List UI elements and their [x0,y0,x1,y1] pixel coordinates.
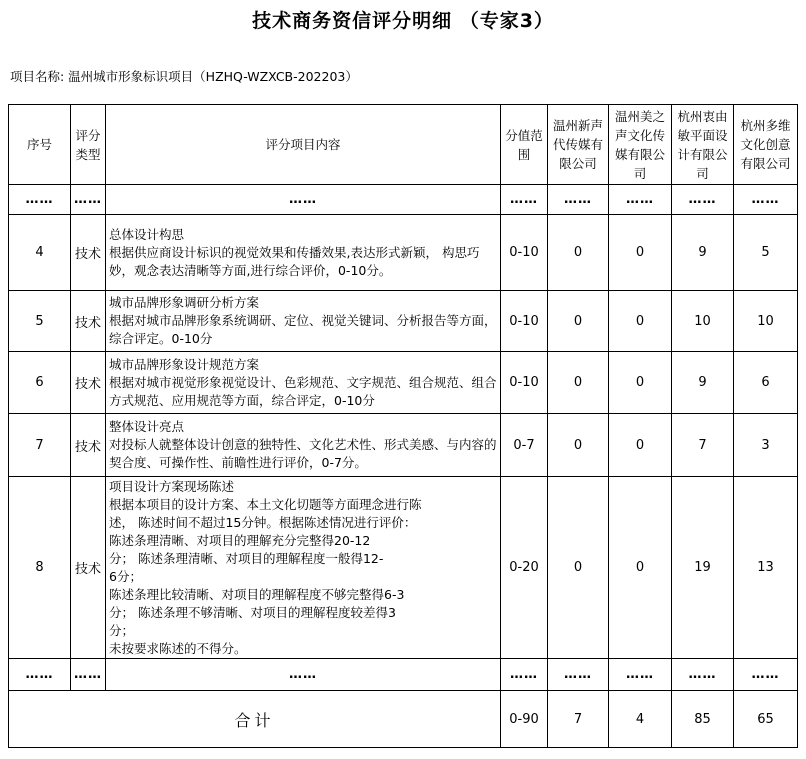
row-score-2: 0 [609,291,672,352]
row-score-4: 13 [734,477,798,659]
row-category: 技术 [71,215,106,291]
row-category: 技术 [71,352,106,414]
row-content-line: 未按要求陈述的不得分。 [109,640,247,656]
row-content-line: 根据本项目的设计方案、本土文化切题等方面理念进行陈 [109,496,422,512]
row-content-title: 整体设计亮点 [109,419,185,434]
header-bidder-2: 温州美之声文化传媒有限公司 [609,105,672,185]
row-range: 0-10 [501,215,548,291]
row-score-3: 9 [672,352,734,414]
row-score-4: 6 [734,352,798,414]
row-content [106,352,501,414]
row-content-line: 陈述条理清晰、对项目的理解充分完整得20-12 [109,532,371,548]
row-score-3: 9 [672,215,734,291]
row-score-1: 0 [548,477,609,659]
row-content-line: 6分； [109,568,142,584]
page-title: 技术商务资信评分明细 （专家3） [252,10,554,32]
row-content [106,291,501,352]
header-range: 分值范围 [501,105,548,185]
row-score-2: 0 [609,414,672,477]
row-score-2: 0 [609,215,672,291]
row-content-title: 项目设计方案现场陈述 [109,478,235,494]
header-bidder-4: 杭州多维文化创意有限公司 [734,105,798,185]
row-score-1: 0 [548,414,609,477]
row-seq: 8 [9,477,71,659]
total-range: 0-90 [501,691,548,748]
header-content: 评分项目内容 [106,105,501,185]
row-content [106,414,501,477]
row-range: 0-7 [501,414,548,477]
row-content-title: 城市品牌形象设计规范方案 [109,356,260,372]
row-content-body: 对投标人就整体设计创意的独特性、文化艺术性、形式美感、与内容的契合度、可操作性、前瞻性进行评价，0-7分。 [109,437,497,470]
row-score-4: 3 [734,414,798,477]
row-score-1: 0 [548,291,609,352]
row-seq: 4 [9,215,71,291]
row-score-2: 0 [609,352,672,414]
row-content-line: 分； 陈述条理不够清晰、对项目的理解程度较差得3 [109,604,396,620]
ellipsis-cell: …… [71,659,106,691]
table-row [9,414,798,477]
row-score-3: 7 [672,414,734,477]
ellipsis-cell: …… [609,659,672,691]
header-row [9,105,798,185]
row-score-2: 0 [609,477,672,659]
table-row [9,477,798,659]
total-score-3: 85 [672,691,734,748]
row-score-1: 0 [548,215,609,291]
ellipsis-cell: …… [734,185,798,215]
ellipsis-cell: …… [609,185,672,215]
table-row [9,291,798,352]
ellipsis-cell: …… [672,659,734,691]
ellipsis-cell: …… [548,185,609,215]
row-score-3: 19 [672,477,734,659]
row-content-line: 分； [109,622,135,638]
total-score-1: 7 [548,691,609,748]
row-content-title: 总体设计构思 [109,226,185,242]
row-range: 0-10 [501,352,548,414]
row-range: 0-20 [501,477,548,659]
row-score-4: 10 [734,291,798,352]
row-range: 0-10 [501,291,548,352]
total-score-4: 65 [734,691,798,748]
row-content-line: 陈述条理比较清晰、对项目的理解程度不够完整得6-3 [109,586,405,602]
row-score-1: 0 [548,352,609,414]
row-score-3: 10 [672,291,734,352]
row-content-body: 根据对城市视觉形象视觉设计、色彩规范、文字规范、组合规范、组合方式规范、应用规范等方面，综合评定，0-10分 [109,374,497,408]
ellipsis-cell: …… [9,185,71,215]
ellipsis-cell: …… [548,659,609,691]
row-seq: 5 [9,291,71,352]
row-content [106,477,501,659]
score-table [8,104,798,748]
total-score-2: 4 [609,691,672,748]
row-category: 技术 [71,477,106,659]
ellipsis-cell: …… [71,185,106,215]
table-row [9,352,798,414]
header-category: 评分类型 [71,105,106,185]
table-row [9,215,798,291]
ellipsis-cell: …… [501,659,548,691]
row-seq: 6 [9,352,71,414]
row-content-body: 根据对城市品牌形象系统调研、定位、视觉关键词、分析报告等方面，综合评定。0-10分 [109,313,497,346]
ellipsis-cell: …… [734,659,798,691]
row-score-4: 5 [734,215,798,291]
row-content-line: 分； 陈述条理清晰、对项目的理解程度一般得12- [109,550,384,566]
row-category: 技术 [71,414,106,477]
ellipsis-cell: …… [501,185,548,215]
ellipsis-row-top [9,185,798,215]
header-bidder-1: 温州新声代传媒有限公司 [548,105,609,185]
total-row [9,691,798,748]
row-content-body: 根据供应商设计标识的视觉效果和传播效果,表达形式新颖， 构思巧妙，观念表达清晰等方面,进行综合评价，0-10分。 [109,244,480,278]
total-label: 合计 [9,691,501,748]
project-name: 项目名称: 温州城市形象标识项目（HZHQ-WZXCB-202203） [10,69,358,84]
ellipsis-row-bottom [9,659,798,691]
row-content-title: 城市品牌形象调研分析方案 [109,295,260,310]
header-seq: 序号 [9,105,71,185]
ellipsis-cell: …… [9,659,71,691]
row-seq: 7 [9,414,71,477]
ellipsis-cell: …… [106,659,501,691]
ellipsis-cell: …… [106,185,501,215]
row-content-line: 述， 陈述时间不超过15分钟。根据陈述情况进行评价： [109,514,417,530]
ellipsis-cell: …… [672,185,734,215]
row-content [106,215,501,291]
header-bidder-3: 杭州衷由敏平面设计有限公司 [672,105,734,185]
row-category: 技术 [71,291,106,352]
